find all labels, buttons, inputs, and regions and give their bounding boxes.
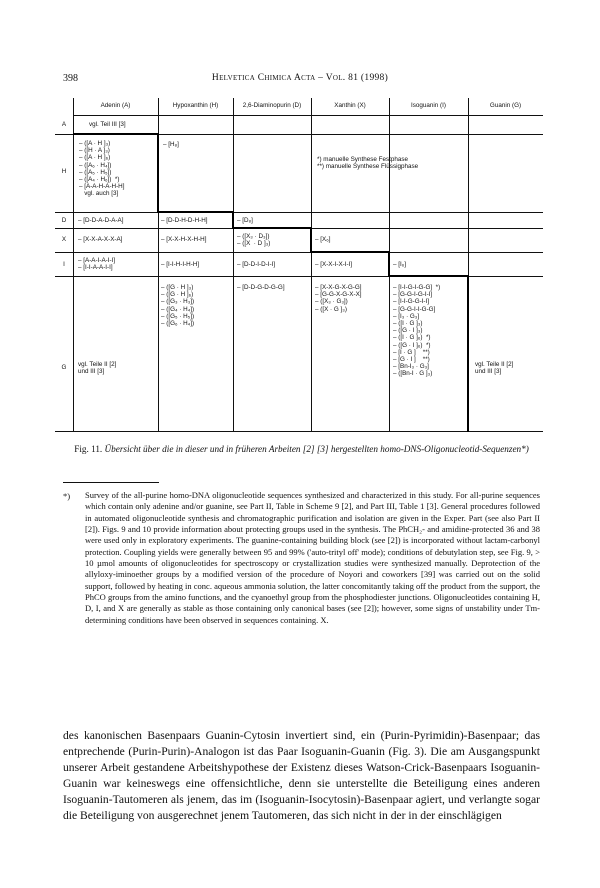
cell-d-adenin: – [D-D-A-D-A-A] (78, 217, 124, 224)
cell-h-adenin: – ([A · H ]₃) – ([H · A ]₃) – ([A · H ]₆) – ([A₆ · H₄]) – ([A₅ · H₅]) – ([A₄ · H₆]) *) – [A-A-H-A-H-H] vgl. auch [3] (79, 140, 125, 198)
rule-row-x (55, 252, 543, 253)
row-label-d: D (61, 217, 67, 224)
diag-a-top (73, 133, 159, 135)
diag-h-top (157, 211, 234, 213)
cell-a-adenin: vgl. Teil III [3] (89, 121, 126, 128)
figure-label: Fig. 11. (74, 444, 103, 454)
body-paragraph: des kanonischen Basenpaars Guanin-Cytosin invertiert sind, ein (Purin-Pyrimidin)-Basenpaar; das entprechende (Purin-Purin)-Analogon ist das Paar Isoguanin-Guanin (Fig. 3). Die am Ausgangspunkt unserer Arbeit gestandene Arbeitshypothese der Existenz dieses Watson-Crick-Basenpaars Isoguanin-Guanin war keineswegs eine offensichtliche, denn sie unterstellte die Beteiligung eines anderen Isoguanin-Tautomeren als jenem, das im (Isoguanin-Isocytosin)-Basenpaar agiert, und verlangte sogar die Beteiligung von ausgerechnet jenem Tautomeren, das sich nicht in der in der einschlägigen (63, 729, 540, 823)
rule-v0 (73, 98, 74, 431)
running-head: Helvetica Chimica Acta – Vol. 81 (1998) (211, 73, 389, 83)
oligonucleotide-table (55, 93, 543, 433)
rule-row-i (55, 276, 543, 277)
cell-g-hypoxanthin: – ([G · H ]₃) – ([G · H ]₆) – ([G₃ · H₃]) – ([G₄ · H₄]) – ([G₅ · H₅]) – ([G₆ · H₄]) (161, 284, 195, 328)
cell-i-adenin: – [A-A-I-A-I-I] – [I-I-A-A-I-I] (78, 257, 116, 272)
cell-h-hypoxanthin: – [H₈] (163, 141, 179, 148)
diag-i-top (388, 275, 469, 277)
cell-g-diaminopurin: – [D-D-G-D-G-G] (237, 284, 285, 291)
cell-i-isoguanin: – [I₆] (393, 261, 407, 268)
cell-g-guanin: vgl. Teile II [2] und III [3] (475, 361, 514, 376)
figure-caption-text: Übersicht über die in dieser und in früheren Arbeiten [2] [3] hergestellten homo-DNS-Oligonucleotid-Sequenzen*) (104, 444, 529, 454)
legend-synthesis-notes: *) manuelle Synthese Festphase **) manuelle Synthese Flüssigphase (317, 156, 419, 171)
rule-header (73, 115, 543, 116)
page-number: 398 (63, 73, 78, 84)
col-header-xanthin: Xanthin (X) (334, 102, 366, 109)
row-label-a: A (61, 121, 67, 128)
row-label-g: G (61, 364, 67, 371)
cell-d-diaminopurin: – [D₈] (237, 217, 253, 224)
figure-caption (63, 444, 540, 456)
col-header-isoguanin: Isoguanin (I) (410, 102, 446, 109)
diag-d-top (232, 227, 312, 229)
diag-d-right (310, 227, 312, 253)
row-label-h: H (61, 168, 67, 175)
cell-d-hypoxanthin: – [D-D-H-D-H-H] (161, 217, 208, 224)
cell-x-xanthin: – [X₆] (315, 236, 331, 243)
cell-i-xanthin: – [X-X-I-X-I-I] (315, 261, 353, 268)
rule-v2 (233, 98, 234, 431)
rule-bottom (55, 431, 543, 432)
cell-x-adenin: – [X-X-A-X-X-A] (78, 236, 123, 243)
cell-g-adenin: vgl. Teile II [2] und III [3] (78, 361, 117, 376)
diag-x-right (388, 251, 390, 277)
cell-g-xanthin: – [X-X-G-X-G-G] – [G-G-X-G-X-X] – ([X₃ · G₃]) – ([X · G ]₃) (315, 284, 362, 313)
col-header-adenin: Adenin (A) (100, 102, 131, 109)
col-header-diaminopurin: 2,6-Diaminopurin (D) (242, 102, 302, 109)
row-label-x: X (61, 236, 67, 243)
rule-row-h (55, 212, 543, 213)
row-label-i: I (63, 261, 65, 268)
cell-g-isoguanin: – [I-I-G-I-G-G] *) – [G-G-I-G-I-I] – [I-I-G-G-I-I] – [G-G-I-I-G-G] – [I₃ · G₃] – ([I · G ]₃) – ([G · I ]₃) – ([I · G ]₆) *) – ([G · I ]₆) *) – [I · G ] **) – [G · I ] **) – [Bn-I₃ · G₃] – ([Bn-I · G ]₃) (393, 284, 441, 378)
cell-x-hypoxanthin: – [X-X-H-X-H-H] (161, 236, 207, 243)
col-header-hypoxanthin: Hypoxanthin (H) (172, 102, 219, 109)
rule-v3 (311, 98, 312, 431)
footnote-marker: *) (63, 491, 71, 501)
cell-i-hypoxanthin: – [I-I-H-I-H-H] (161, 261, 200, 268)
cell-x-diaminopurin: – ([X₃ · D₃]) – ([X · D ]₃) (237, 233, 271, 248)
footnote-text: Survey of the all-purine homo-DNA oligonucleotide sequences synthesized and characterized in this study. For all-purine sequences which contain only adenine and/or guanine, see Part II, Table in Scheme 9 [2], and Part III, Table 1 [3]. General procedures followed in automated oligonucleotide synthesis and chromatographic purification and isolation are given in the Exper. Part (see also Part II [2]). Figs. 9 and 10 provide information about protecting groups used in the synthesis. The PhCH₂- and amidine-protected 36 and 38 were used only in exploratory experiments. The guanine-containing building block (see [2]) is incorporated without lactam-carbonyl protection. Coupling yields were generally between 95 and 99% ('auto-trityl off' mode); conditions of debutylation step, see Fig. 9, > 10 µmol amounts of oligonucleotides for spectroscopy or crystallization studies were synthesized manually. Deprotection of the allyloxy-iminoether groups by a modified version of the procedure of Noyori and coworkers [39] was carried out on the solid support, followed by heating in conc. aqueous ammonia solution, the latter concomitantly taking off the product from the support, the PhCO groups from the amino functions, and the cyanoethyl group from the phosphodiester junctions. Oligonucleotides containing H, D, I, and X are generally as stable as those containing only canonical bases (see [2]); however, some signs of unstability under Tm-determining conditions have been observed in sequences containing. X. (85, 490, 540, 625)
diag-x-top (310, 251, 390, 253)
footnote-rule (63, 482, 159, 483)
diag-a-right (157, 133, 159, 213)
diag-i-right (467, 275, 469, 432)
cell-i-diaminopurin: – [D-D-I-D-I-I] (237, 261, 276, 268)
col-header-guanin: Guanin (G) (489, 102, 522, 109)
